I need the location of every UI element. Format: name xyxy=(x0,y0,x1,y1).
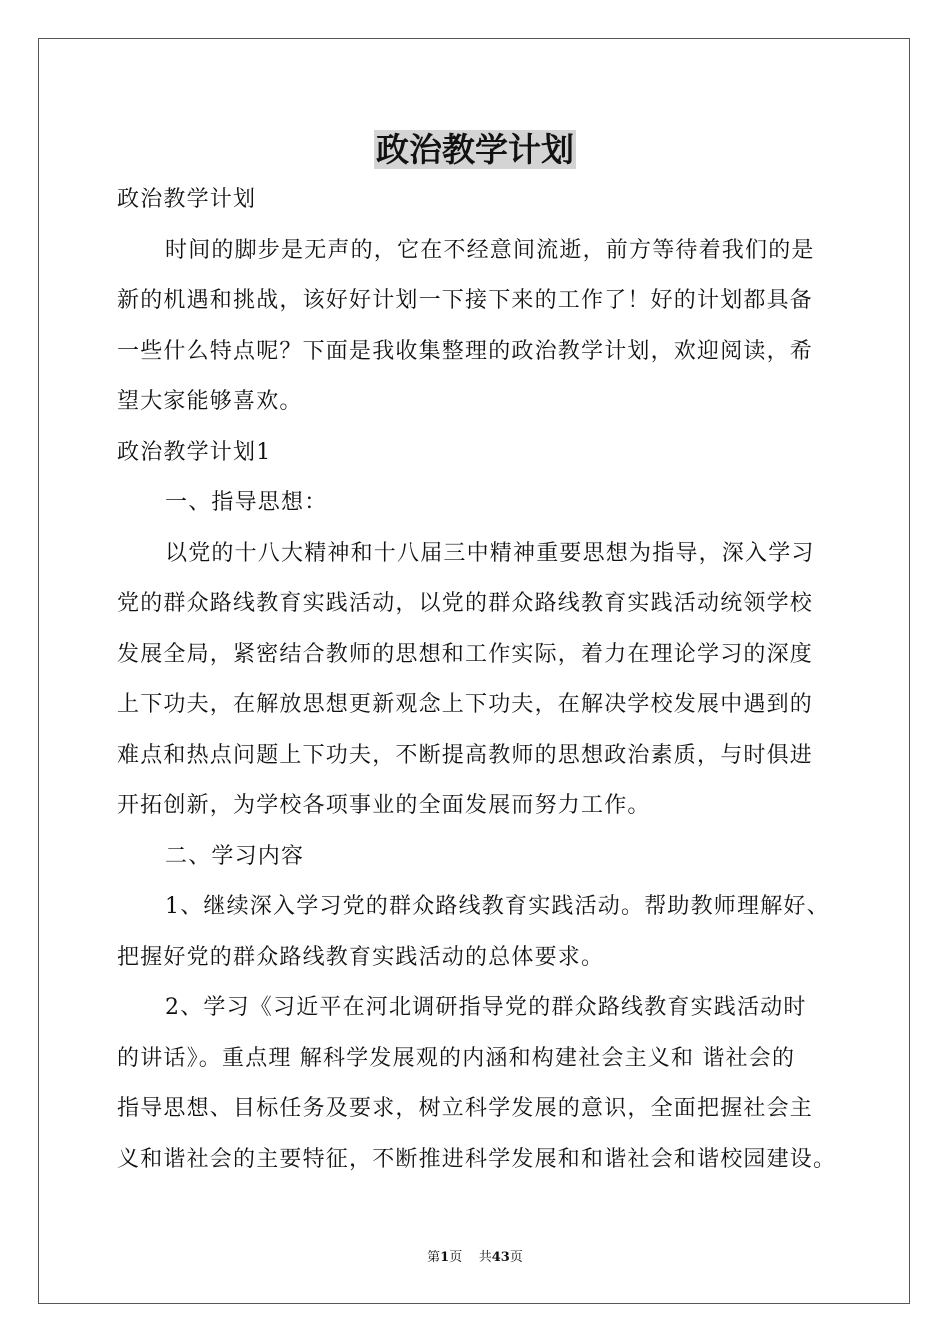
body-line: 义和谐社会的主要特征，不断推进科学发展和和谐社会和谐校园建设。 xyxy=(117,1146,837,1172)
body-line: 一些什么特点呢？下面是我收集整理的政治教学计划，欢迎阅读，希 xyxy=(117,338,814,364)
body-line: 发展全局，紧密结合教师的思想和工作实际，着力在理论学习的深度 xyxy=(117,641,814,667)
page-suffix: 页 xyxy=(449,1250,463,1265)
subsection-heading: 二、学习内容 xyxy=(165,843,305,869)
total-suffix: 页 xyxy=(509,1250,523,1265)
subsection-heading: 一、指导思想： xyxy=(165,490,328,515)
body-line: 把握好党的群众路线教育实践活动的总体要求。 xyxy=(117,944,605,970)
body-line: 以党的十八大精神和十八届三中精神重要思想为指导，深入学习 xyxy=(165,540,815,566)
body-line: 新的机遇和挑战，该好好计划一下接下来的工作了！好的计划都具备 xyxy=(117,288,814,313)
section-heading: 政治教学计划1 xyxy=(117,439,272,465)
body-line: 上下功夫，在解放思想更新观念上下功夫，在解决学校发展中遇到的 xyxy=(117,692,814,717)
body-line: 党的群众路线教育实践活动，以党的群众路线教育实践活动统领学校 xyxy=(117,591,814,616)
body-line: 时间的脚步是无声的，它在不经意间流逝，前方等待着我们的是 xyxy=(165,237,815,263)
body-line: 政治教学计划 xyxy=(117,187,257,212)
page-footer xyxy=(0,1249,950,1267)
body-line: 望大家能够喜欢。 xyxy=(117,389,303,414)
body-line: 难点和热点问题上下功夫，不断提高教师的思想政治素质，与时俱进 xyxy=(117,742,814,768)
body-line: 2、学习《习近平在河北调研指导党的群众路线教育实践活动时 xyxy=(165,995,807,1020)
document-body xyxy=(117,175,837,1185)
page-prefix: 第 xyxy=(427,1250,441,1265)
document-title: 政治教学计划 xyxy=(376,130,574,169)
body-line: 1、继续深入学习党的群众路线教育实践活动。帮助教师理解好、 xyxy=(165,894,830,919)
total-prefix: 共 xyxy=(478,1250,492,1265)
body-line: 指导思想、目标任务及要求，树立科学发展的意识，全面把握社会主 xyxy=(117,1096,814,1121)
total-pages: 43 xyxy=(491,1250,510,1265)
body-line: 的讲话》。重点理 解科学发展观的内涵和构建社会主义和 谐社会的 xyxy=(117,1045,796,1071)
page-number: 1 xyxy=(440,1250,450,1265)
body-line: 开拓创新，为学校各项事业的全面发展而努力工作。 xyxy=(117,793,651,818)
